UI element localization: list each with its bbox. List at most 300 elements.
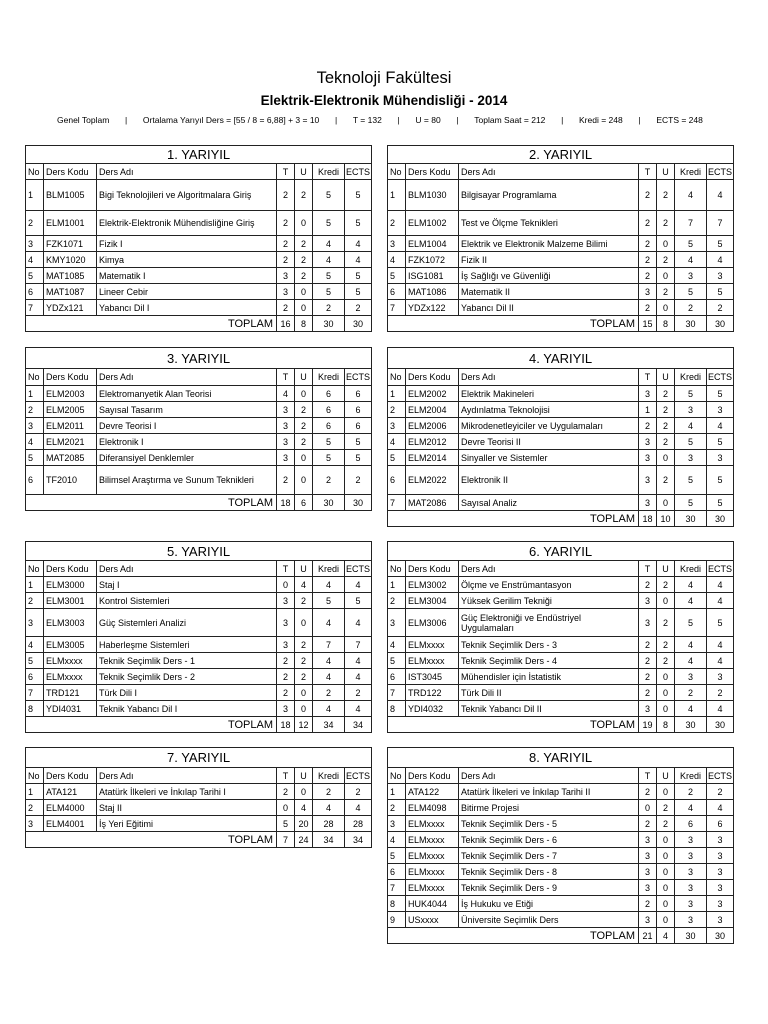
course-row <box>388 609 734 637</box>
semester-6-table <box>387 541 733 733</box>
course-u: 2 <box>657 609 675 637</box>
total-row <box>26 316 372 332</box>
column-header-u: U <box>657 768 675 784</box>
semester-3-table <box>25 347 371 511</box>
course-u: 0 <box>657 896 675 912</box>
course-kredi: 5 <box>313 211 345 236</box>
total-u: 8 <box>657 316 675 332</box>
total-row <box>26 717 372 733</box>
course-ects: 4 <box>707 593 734 609</box>
course-row <box>388 784 734 800</box>
course-u: 4 <box>295 577 313 593</box>
course-kredi: 6 <box>313 418 345 434</box>
semester-table <box>387 347 734 527</box>
course-name: Bilgisayar Programlama <box>459 180 639 211</box>
column-header-t: T <box>639 768 657 784</box>
course-t: 3 <box>639 386 657 402</box>
course-row <box>26 800 372 816</box>
course-u: 2 <box>295 637 313 653</box>
course-kredi: 5 <box>313 284 345 300</box>
course-row <box>388 848 734 864</box>
course-no: 3 <box>26 816 44 832</box>
course-t: 2 <box>277 784 295 800</box>
course-code: ATA121 <box>44 784 97 800</box>
course-no: 2 <box>26 402 44 418</box>
course-code: ELM3006 <box>406 609 459 637</box>
course-kredi: 3 <box>675 450 707 466</box>
course-name: Devre Teorisi I <box>97 418 277 434</box>
course-ects: 3 <box>707 268 734 284</box>
course-u: 2 <box>657 252 675 268</box>
course-name: Teknik Seçimlik Ders - 6 <box>459 832 639 848</box>
course-name: Teknik Seçimlik Ders - 9 <box>459 880 639 896</box>
total-ects: 30 <box>707 717 734 733</box>
course-code: BLM1030 <box>406 180 459 211</box>
course-ects: 3 <box>707 912 734 928</box>
semester-table <box>387 145 734 332</box>
course-code: MAT2085 <box>44 450 97 466</box>
summary-separator: | <box>124 115 128 125</box>
course-u: 2 <box>657 211 675 236</box>
total-label: TOPLAM <box>388 316 639 332</box>
total-ects: 34 <box>345 717 372 733</box>
course-t: 2 <box>277 236 295 252</box>
course-row <box>26 577 372 593</box>
course-row <box>388 268 734 284</box>
course-row <box>26 180 372 211</box>
course-t: 3 <box>639 434 657 450</box>
course-name: Güç Sistemleri Analizi <box>97 609 277 637</box>
program-title: Elektrik-Elektronik Mühendisliği - 2014 <box>260 93 508 108</box>
column-header-u: U <box>657 561 675 577</box>
course-name: Lineer Cebir <box>97 284 277 300</box>
course-u: 2 <box>295 593 313 609</box>
course-t: 2 <box>277 300 295 316</box>
course-no: 6 <box>26 284 44 300</box>
course-no: 3 <box>26 418 44 434</box>
course-name: Elektrik-Elektronik Mühendisliğine Giriş <box>97 211 277 236</box>
summary-separator: | <box>397 115 400 125</box>
course-no: 5 <box>388 450 406 466</box>
course-name: Staj II <box>97 800 277 816</box>
course-code: TF2010 <box>44 466 97 495</box>
course-ects: 2 <box>707 685 734 701</box>
course-t: 3 <box>639 848 657 864</box>
semester-7-table <box>25 747 371 848</box>
summary-item: Ortalama Yarıyıl Ders = [55 / 8 = 6,88] + 3 = 10 <box>142 115 320 125</box>
course-u: 2 <box>657 653 675 669</box>
course-kredi: 28 <box>313 816 345 832</box>
course-code: ELM3001 <box>44 593 97 609</box>
course-no: 2 <box>26 593 44 609</box>
course-code: ATA122 <box>406 784 459 800</box>
course-no: 5 <box>388 848 406 864</box>
course-t: 2 <box>277 180 295 211</box>
course-no: 2 <box>388 593 406 609</box>
column-header-no: No <box>26 369 44 386</box>
course-ects: 3 <box>707 848 734 864</box>
course-code: ELMxxxx <box>406 832 459 848</box>
course-no: 2 <box>388 402 406 418</box>
course-code: ELM2004 <box>406 402 459 418</box>
course-no: 2 <box>388 211 406 236</box>
course-name: Türk Dili I <box>97 685 277 701</box>
course-row <box>388 300 734 316</box>
course-no: 4 <box>388 637 406 653</box>
semester-table <box>25 747 372 848</box>
course-u: 0 <box>657 832 675 848</box>
course-name: Sinyaller ve Sistemler <box>459 450 639 466</box>
course-name: Mikrodenetleyiciler ve Uygulamaları <box>459 418 639 434</box>
course-t: 3 <box>639 450 657 466</box>
total-kredi: 30 <box>675 717 707 733</box>
course-no: 7 <box>388 300 406 316</box>
course-row <box>26 816 372 832</box>
course-name: Devre Teorisi II <box>459 434 639 450</box>
course-name: Yüksek Gerilim Tekniği <box>459 593 639 609</box>
total-label: TOPLAM <box>26 495 277 511</box>
course-no: 9 <box>388 912 406 928</box>
total-t: 18 <box>639 511 657 527</box>
course-name: Aydınlatma Teknolojisi <box>459 402 639 418</box>
course-code: ELM1001 <box>44 211 97 236</box>
course-row <box>26 434 372 450</box>
course-ects: 28 <box>345 816 372 832</box>
total-ects: 30 <box>345 316 372 332</box>
course-t: 3 <box>277 593 295 609</box>
course-ects: 3 <box>707 402 734 418</box>
course-row <box>388 284 734 300</box>
course-code: ELM3005 <box>44 637 97 653</box>
course-ects: 5 <box>345 450 372 466</box>
course-u: 0 <box>657 236 675 252</box>
total-u: 24 <box>295 832 313 848</box>
course-name: İş Yeri Eğitimi <box>97 816 277 832</box>
course-kredi: 4 <box>675 577 707 593</box>
course-no: 1 <box>26 386 44 402</box>
course-name: Bigi Teknolojileri ve Algoritmalara Giriş <box>97 180 277 211</box>
course-kredi: 3 <box>675 848 707 864</box>
course-code: HUK4044 <box>406 896 459 912</box>
course-no: 7 <box>388 685 406 701</box>
course-u: 0 <box>657 880 675 896</box>
course-kredi: 2 <box>675 685 707 701</box>
course-row <box>388 252 734 268</box>
column-header-name: Ders Adı <box>459 561 639 577</box>
course-u: 0 <box>295 685 313 701</box>
course-t: 3 <box>277 284 295 300</box>
course-name: Kontrol Sistemleri <box>97 593 277 609</box>
course-code: MAT1086 <box>406 284 459 300</box>
column-header-name: Ders Adı <box>97 164 277 180</box>
course-no: 7 <box>388 495 406 511</box>
course-ects: 4 <box>707 637 734 653</box>
column-header-row <box>26 561 372 577</box>
course-name: Teknik Seçimlik Ders - 1 <box>97 653 277 669</box>
course-u: 2 <box>295 402 313 418</box>
total-ects: 30 <box>345 495 372 511</box>
course-ects: 2 <box>707 300 734 316</box>
course-ects: 2 <box>345 685 372 701</box>
course-row <box>26 418 372 434</box>
column-header-name: Ders Adı <box>97 561 277 577</box>
course-no: 3 <box>388 236 406 252</box>
course-code: ELM3003 <box>44 609 97 637</box>
course-code: FZK1072 <box>406 252 459 268</box>
course-no: 1 <box>388 386 406 402</box>
total-label: TOPLAM <box>388 928 639 944</box>
column-header-code: Ders Kodu <box>44 164 97 180</box>
course-code: ISG1081 <box>406 268 459 284</box>
course-name: Yabancı Dil I <box>97 300 277 316</box>
course-t: 3 <box>639 912 657 928</box>
course-ects: 5 <box>345 284 372 300</box>
course-name: Üniversite Seçimlik Ders <box>459 912 639 928</box>
semester-title: 4. YARIYIL <box>388 348 734 369</box>
course-kredi: 7 <box>313 637 345 653</box>
course-ects: 3 <box>707 669 734 685</box>
course-kredi: 6 <box>313 386 345 402</box>
course-code: ELM4001 <box>44 816 97 832</box>
course-kredi: 5 <box>313 268 345 284</box>
column-header-code: Ders Kodu <box>44 768 97 784</box>
course-t: 2 <box>277 211 295 236</box>
course-row <box>388 211 734 236</box>
course-code: ELM3004 <box>406 593 459 609</box>
column-header-no: No <box>26 768 44 784</box>
course-u: 2 <box>657 434 675 450</box>
course-code: ELMxxxx <box>44 653 97 669</box>
column-header-kredi: Kredi <box>675 164 707 180</box>
column-header-t: T <box>277 164 295 180</box>
course-t: 3 <box>639 701 657 717</box>
course-u: 0 <box>657 450 675 466</box>
course-no: 2 <box>26 211 44 236</box>
course-u: 0 <box>657 784 675 800</box>
course-row <box>26 211 372 236</box>
course-t: 3 <box>277 701 295 717</box>
course-ects: 3 <box>707 896 734 912</box>
total-u: 12 <box>295 717 313 733</box>
course-u: 0 <box>657 300 675 316</box>
summary-item: Toplam Saat = 212 <box>474 115 546 125</box>
course-kredi: 4 <box>313 669 345 685</box>
semester-8-table <box>387 747 733 944</box>
column-header-no: No <box>388 768 406 784</box>
course-ects: 5 <box>707 386 734 402</box>
column-header-ects: ECTS <box>345 369 372 386</box>
semester-title: 2. YARIYIL <box>388 146 734 164</box>
course-name: Kimya <box>97 252 277 268</box>
semester-title-row <box>26 542 372 561</box>
total-kredi: 34 <box>313 717 345 733</box>
course-t: 3 <box>639 880 657 896</box>
course-no: 4 <box>26 434 44 450</box>
semester-title-row <box>388 348 734 369</box>
course-code: ELM4098 <box>406 800 459 816</box>
course-kredi: 3 <box>675 402 707 418</box>
course-u: 2 <box>657 418 675 434</box>
course-row <box>388 402 734 418</box>
course-code: ELM2002 <box>406 386 459 402</box>
column-header-code: Ders Kodu <box>406 164 459 180</box>
course-u: 0 <box>295 211 313 236</box>
course-no: 1 <box>26 577 44 593</box>
course-code: ELM1004 <box>406 236 459 252</box>
column-header-u: U <box>295 768 313 784</box>
course-row <box>388 466 734 495</box>
course-code: ELM2012 <box>406 434 459 450</box>
course-ects: 2 <box>345 300 372 316</box>
course-no: 5 <box>26 268 44 284</box>
course-name: Elektromanyetik Alan Teorisi <box>97 386 277 402</box>
semester-title: 8. YARIYIL <box>388 748 734 768</box>
course-row <box>26 609 372 637</box>
course-t: 3 <box>639 609 657 637</box>
course-u: 0 <box>657 701 675 717</box>
course-code: ELMxxxx <box>406 864 459 880</box>
course-name: Teknik Yabancı Dil II <box>459 701 639 717</box>
course-u: 2 <box>657 402 675 418</box>
column-header-t: T <box>639 369 657 386</box>
course-ects: 7 <box>345 637 372 653</box>
course-t: 2 <box>639 577 657 593</box>
course-name: Bitirme Projesi <box>459 800 639 816</box>
course-kredi: 2 <box>313 466 345 495</box>
course-kredi: 4 <box>313 252 345 268</box>
course-row <box>26 784 372 800</box>
course-code: TRD121 <box>44 685 97 701</box>
course-t: 0 <box>277 577 295 593</box>
course-name: Bilimsel Araştırma ve Sunum Teknikleri <box>97 466 277 495</box>
course-row <box>388 912 734 928</box>
semester-table <box>25 347 372 511</box>
column-header-ects: ECTS <box>345 561 372 577</box>
course-t: 0 <box>639 800 657 816</box>
course-ects: 5 <box>345 593 372 609</box>
course-no: 7 <box>26 685 44 701</box>
total-u: 6 <box>295 495 313 511</box>
course-ects: 4 <box>707 180 734 211</box>
course-ects: 4 <box>345 701 372 717</box>
column-header-kredi: Kredi <box>313 561 345 577</box>
course-kredi: 4 <box>313 577 345 593</box>
column-header-ects: ECTS <box>345 164 372 180</box>
course-u: 4 <box>295 800 313 816</box>
column-header-kredi: Kredi <box>313 369 345 386</box>
course-ects: 2 <box>707 784 734 800</box>
course-kredi: 2 <box>313 685 345 701</box>
course-kredi: 6 <box>313 402 345 418</box>
course-no: 6 <box>388 669 406 685</box>
column-header-row <box>388 369 734 386</box>
column-header-kredi: Kredi <box>675 561 707 577</box>
course-code: YDZx122 <box>406 300 459 316</box>
course-t: 0 <box>277 800 295 816</box>
total-kredi: 30 <box>313 495 345 511</box>
course-name: Test ve Ölçme Teknikleri <box>459 211 639 236</box>
course-no: 4 <box>26 637 44 653</box>
course-row <box>388 450 734 466</box>
total-u: 8 <box>295 316 313 332</box>
course-code: ELMxxxx <box>406 653 459 669</box>
semester-title-row <box>26 748 372 768</box>
semester-table <box>387 541 734 733</box>
course-t: 2 <box>277 669 295 685</box>
total-t: 21 <box>639 928 657 944</box>
course-t: 2 <box>277 685 295 701</box>
course-kredi: 4 <box>675 653 707 669</box>
semester-table <box>387 747 734 944</box>
total-ects: 30 <box>707 511 734 527</box>
course-kredi: 4 <box>675 252 707 268</box>
course-t: 3 <box>639 466 657 495</box>
course-kredi: 4 <box>313 701 345 717</box>
course-no: 4 <box>26 252 44 268</box>
course-u: 2 <box>657 466 675 495</box>
column-header-name: Ders Adı <box>459 164 639 180</box>
course-code: TRD122 <box>406 685 459 701</box>
course-code: BLM1005 <box>44 180 97 211</box>
course-t: 3 <box>277 637 295 653</box>
course-u: 0 <box>657 848 675 864</box>
course-row <box>388 880 734 896</box>
course-ects: 4 <box>345 236 372 252</box>
course-code: ELMxxxx <box>406 848 459 864</box>
course-kredi: 3 <box>675 832 707 848</box>
course-t: 2 <box>639 252 657 268</box>
course-u: 2 <box>295 268 313 284</box>
course-no: 1 <box>388 784 406 800</box>
course-name: Ölçme ve Enstrümantasyon <box>459 577 639 593</box>
course-t: 3 <box>277 450 295 466</box>
course-row <box>388 685 734 701</box>
course-kredi: 4 <box>675 701 707 717</box>
total-label: TOPLAM <box>26 316 277 332</box>
course-kredi: 5 <box>675 609 707 637</box>
course-no: 2 <box>388 800 406 816</box>
course-no: 4 <box>388 434 406 450</box>
course-u: 2 <box>657 386 675 402</box>
course-no: 4 <box>388 832 406 848</box>
course-name: Elektronik I <box>97 434 277 450</box>
course-row <box>26 236 372 252</box>
course-no: 3 <box>26 236 44 252</box>
column-header-u: U <box>295 164 313 180</box>
course-ects: 4 <box>707 701 734 717</box>
semester-title: 7. YARIYIL <box>26 748 372 768</box>
course-t: 3 <box>277 434 295 450</box>
total-t: 15 <box>639 316 657 332</box>
total-label: TOPLAM <box>388 717 639 733</box>
course-ects: 5 <box>707 236 734 252</box>
course-row <box>26 637 372 653</box>
course-ects: 4 <box>345 669 372 685</box>
course-no: 6 <box>388 864 406 880</box>
column-header-no: No <box>26 561 44 577</box>
total-u: 10 <box>657 511 675 527</box>
course-t: 3 <box>277 418 295 434</box>
course-code: YDI4032 <box>406 701 459 717</box>
course-kredi: 7 <box>675 211 707 236</box>
total-kredi: 30 <box>675 511 707 527</box>
course-u: 20 <box>295 816 313 832</box>
course-ects: 6 <box>345 402 372 418</box>
column-header-row <box>26 768 372 784</box>
course-ects: 4 <box>707 577 734 593</box>
course-ects: 3 <box>707 450 734 466</box>
total-ects: 30 <box>707 928 734 944</box>
